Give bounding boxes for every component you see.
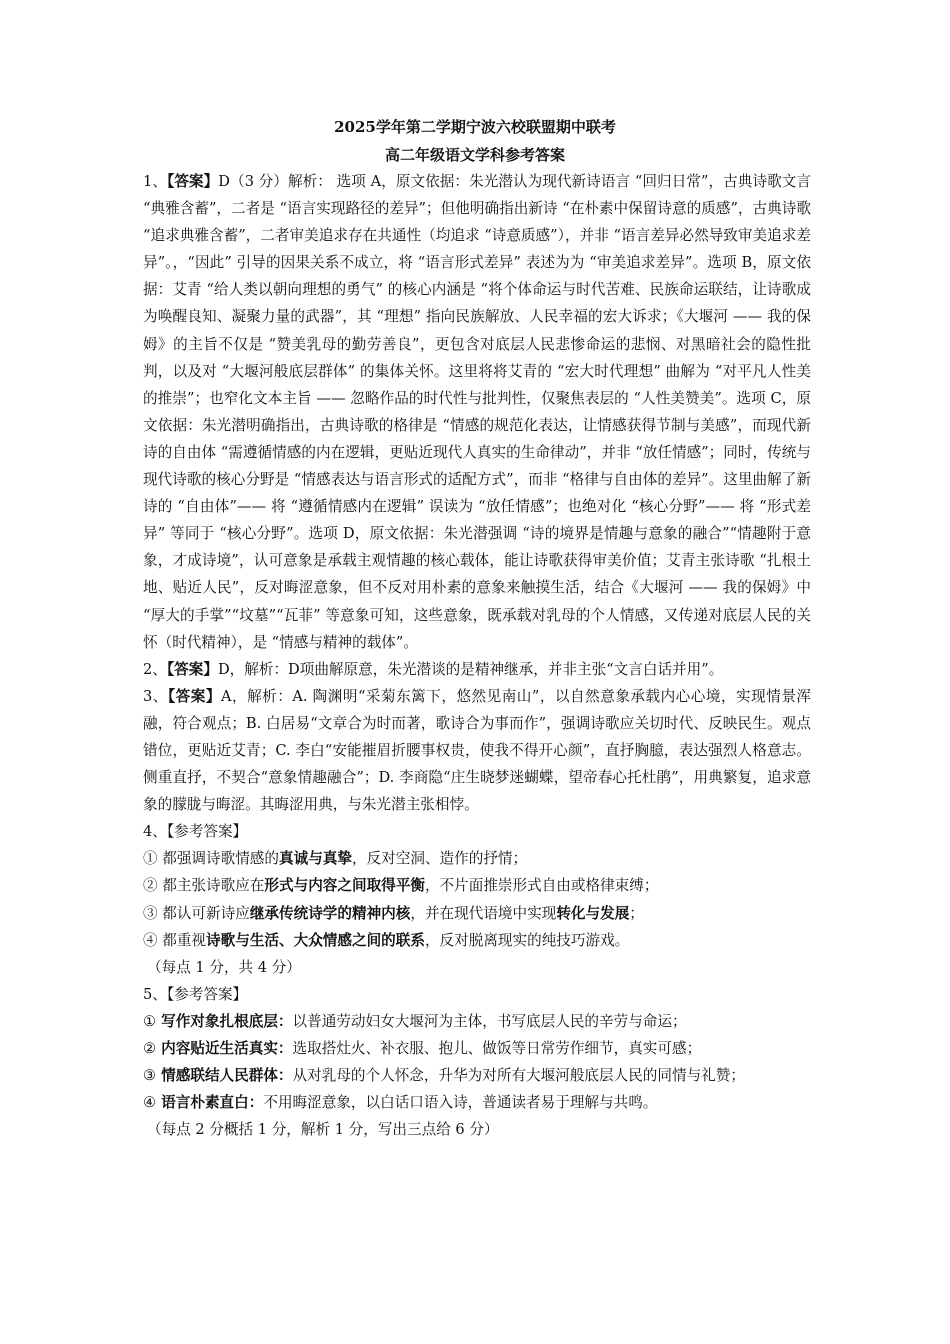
item-number: ③ xyxy=(143,904,158,922)
item-number: ② xyxy=(143,1040,157,1057)
answer-1 xyxy=(143,168,811,656)
answer-2-tag: 【答案】 xyxy=(166,660,218,678)
item-text: ，并在现代语境中实现 xyxy=(410,904,557,922)
item-text: 不用晦涩意象，以白话口语入诗，普通读者易于理解与共鸣。 xyxy=(263,1094,658,1112)
item-number: ① xyxy=(143,850,158,868)
answer-3-tag: 【答案】 xyxy=(167,687,221,705)
item-number: ④ xyxy=(143,1094,157,1112)
item-keyword: 情感联结人民群体： xyxy=(156,1067,293,1085)
item-keyword: 内容贴近生活真实： xyxy=(156,1040,293,1057)
item-number: ④ xyxy=(143,931,158,949)
item-text: ，反对脱离现实的纯技巧游戏。 xyxy=(424,931,630,949)
answer-1-text: D（3 分）解析： 选项 A，原文依据：朱光潜认为现代新诗语言 “回归日常”，古典诗歌文言 “典雅含蓄”，二者是 “语言实现路径的差异”；但他明确指出新诗 “在朴素中保留诗意的质感”，古典诗歌 “追求典雅含蓄”，二者审美追求存在共通性（均追求 “诗意质感”），并非 “语言差异必然导致审美追求差异”。，“因此” 引导的因果关系不成立，将 “语言形式差异” 表述为为 “审美追求差异”。选项 B，原文依据：艾青 “给人类以朝向理想的勇气” 的核心内涵是 “将个体命运与时代苦难、民族命运联结，让诗歌成为唤醒良知、凝聚力量的武器”，其 “理想” 指向民族解放、人民幸福的宏大诉求；《大堰河 —— 我的保姆》的主旨不仅是 “赞美乳母的勤劳善良”，更包含对底层人民悲惨命运的悲悯、对黑暗社会的隐性批判，以及对 “大堰河般底层群体” 的集体关怀。这里将将艾青的 “宏大时代理想” 曲解为 “对平凡人性美的推崇”；也窄化文本主旨 —— 忽略作品的时代性与批判性，仅聚焦表层的 “人性美赞美”。选项 C，原文依据：朱光潜明确指出，古典诗歌的格律是 “情感的规范化表达，让情感获得节制与美感”，而现代新诗的自由体 “需遵循情感的内在逻辑，更贴近现代人真实的生命律动”，并非 “放任情感”；同时，传统与现代诗歌的核心分野是 “情感表达与语言形式的适配方式”，而非 “格律与自由体的差异”。这里曲解了新诗的 “自由体”—— 将 “遵循情感内在逻辑” 误读为 “放任情感”；也绝对化 “核心分野”—— 将 “形式差异” 等同于 “核心分野”。选项 D，原文依据：朱光潜强调 “诗的境界是情趣与意象的融合”“情趣附于意象，才成诗境”，认可意象是承载主观情趣的核心载体，能让诗歌获得审美价值；艾青主张诗歌 “扎根土地、贴近人民”，反对晦涩意象，但不反对用朴素的意象来触摸生活，结合《大堰河 —— 我的保姆》中 “厚大的手掌”“坟墓”“瓦菲” 等意象可知，这些意象，既承载对乳母的个人情感，又传递对底层人民的关怀（时代精神），是 “情感与精神的载体”。 xyxy=(143,173,811,651)
item-text: 都重视 xyxy=(157,931,207,949)
item-number: ② xyxy=(143,877,158,895)
item-text: 都主张诗歌应在 xyxy=(157,877,265,895)
answer-5-item-1 xyxy=(143,1008,811,1035)
item-keyword: 转化与发展 xyxy=(556,904,630,922)
answer-4-item-4 xyxy=(143,927,811,954)
answer-5-scoring-note: （每点 2 分概括 1 分，解析 1 分，写出三点给 6 分） xyxy=(147,1121,499,1139)
answer-5-heading: 5、【参考答案】 xyxy=(143,985,248,1003)
item-text: ，反对空洞、造作的抒情； xyxy=(351,850,528,868)
answer-5-item-4 xyxy=(143,1089,811,1116)
answer-4-item-1 xyxy=(143,845,811,872)
answer-5-item-3 xyxy=(143,1062,811,1089)
answer-5-item-2 xyxy=(143,1035,811,1062)
item-keyword: 形式与内容之间取得平衡 xyxy=(264,877,425,895)
item-text: 都强调诗歌情感的 xyxy=(157,850,279,868)
answer-content xyxy=(143,168,811,1143)
answer-3-text: A，解析：A. 陶渊明“采菊东篱下，悠然见南山”，以自然意象承载内心心境，实现情景浑融，符合观点；B. 白居易“文章合为时而著，歌诗合为事而作”，强调诗歌应关切时代、反映民生。观点错位，更贴近艾青；C. 李白“安能摧眉折腰事权贵，使我不得开心颜”，直抒胸臆，表达强烈人格意志。侧重直抒，不契合“意象情趣融合”；D. 李商隐“庄生晓梦迷蝴蝶，望帝春心托杜鹃”，用典繁复，追求意象的朦胧与晦涩。其晦涩用典，与朱光潜主张相悖。 xyxy=(143,687,812,814)
item-text: ； xyxy=(629,904,644,922)
item-number: ③ xyxy=(143,1067,157,1085)
answer-2-number: 2、 xyxy=(143,660,167,678)
answer-1-number: 1、 xyxy=(143,173,167,190)
document-subtitle: 高二年级语文学科参考答案 xyxy=(384,146,565,164)
item-text: 选取搭灶火、补衣服、抱儿、做饭等日常劳作细节，真实可感； xyxy=(292,1040,702,1057)
document-title: 2025学年第二学期宁波六校联盟期中联考 xyxy=(334,118,616,136)
item-keyword: 写作对象扎根底层： xyxy=(156,1012,293,1030)
answer-3 xyxy=(143,683,811,818)
answer-4-scoring-note: （每点 1 分，共 4 分） xyxy=(147,958,301,976)
item-keyword: 继承传统诗学的精神内核 xyxy=(249,904,411,922)
item-text: 都认可新诗应 xyxy=(157,904,250,922)
answer-2-text: D，解析：D项曲解原意，朱光潜谈的是精神继承，并非主张“文言白话并用”。 xyxy=(217,660,724,678)
answer-4-item-3 xyxy=(143,900,811,927)
item-text: 以普通劳动妇女大堰河为主体，书写底层人民的辛劳与命运； xyxy=(292,1012,687,1030)
item-keyword: 语言朴素直白： xyxy=(156,1094,264,1112)
item-keyword: 真诚与真挚 xyxy=(279,850,352,868)
answer-4-item-2 xyxy=(143,872,811,899)
item-keyword: 诗歌与生活、大众情感之间的联系 xyxy=(206,931,425,949)
answer-1-tag: 【答案】 xyxy=(167,173,219,190)
answer-3-number: 3、 xyxy=(143,687,168,705)
item-text: ，不片面推崇形式自由或格律束缚； xyxy=(424,877,659,895)
item-text: 从对乳母的个人怀念，升华为对所有大堰河般底层人民的同情与礼赞； xyxy=(292,1067,745,1085)
answer-2 xyxy=(143,656,811,683)
answer-4-heading: 4、【参考答案】 xyxy=(143,823,248,841)
item-number: ① xyxy=(143,1012,157,1030)
